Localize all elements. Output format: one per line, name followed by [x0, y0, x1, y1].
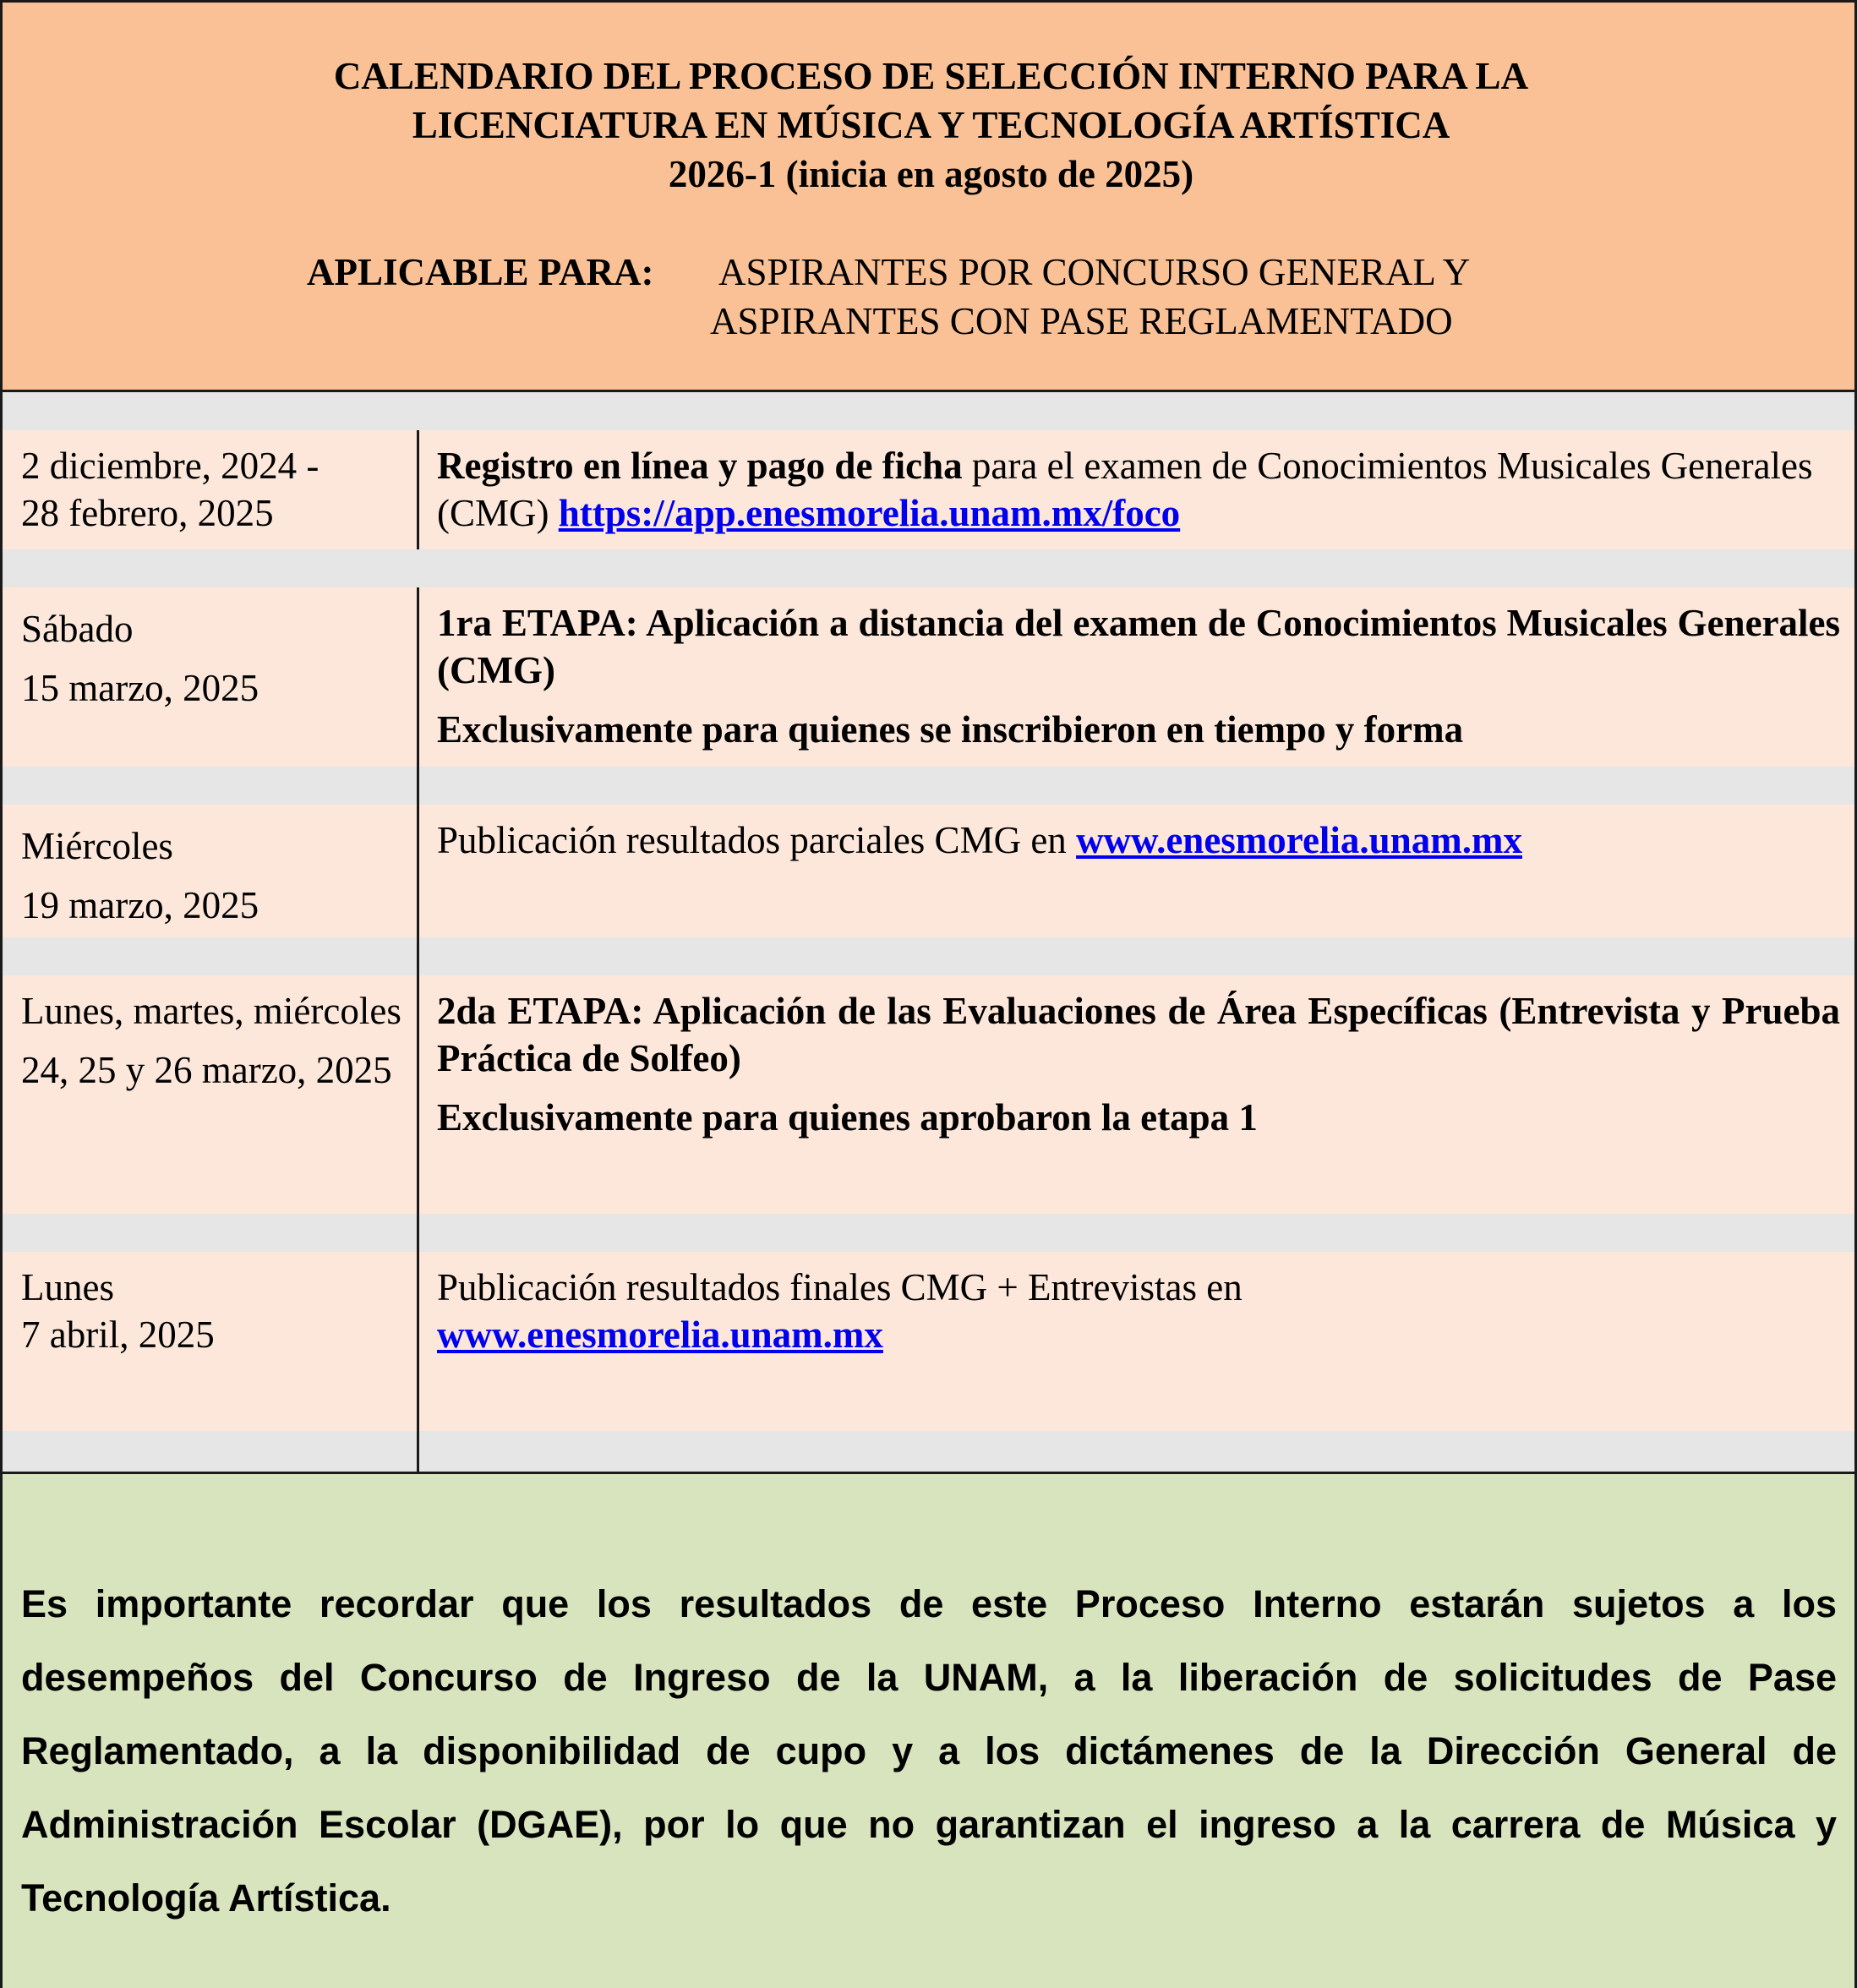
spacer-row: [0, 1431, 1857, 1474]
spacer-row: [0, 1214, 1857, 1254]
title-line-3: 2026-1 (inicia en agosto de 2025): [668, 153, 1194, 195]
calendar-row-resultados-finales: [0, 1252, 1857, 1434]
description-subtitle: Exclusivamente para quienes aprobaron la etapa 1: [437, 1096, 1258, 1139]
aplicable-block: [307, 248, 1471, 342]
spacer-row: [0, 937, 1857, 978]
title-line-2: LICENCIATURA EN MÚSICA Y TECNOLOGÍA ARTÍSTICA: [412, 104, 1450, 146]
description-cell: [437, 816, 1840, 864]
aplicable-value-2: ASPIRANTES CON PASE REGLAMENTADO: [710, 300, 1453, 342]
spacer-row: [0, 549, 1857, 590]
calendar-row-etapa-2: [0, 975, 1857, 1216]
description-bold: Registro en línea y pago de ficha: [437, 445, 963, 487]
spacer-row: [0, 392, 1857, 433]
description-text: para el examen de Conocimientos Musicales Generales (CMG): [437, 445, 1813, 534]
date-line-1: Lunes: [21, 1266, 114, 1308]
enes-link[interactable]: www.enesmorelia.unam.mx: [1076, 819, 1522, 861]
important-note: [0, 1474, 1857, 1988]
date-line-2: 15 marzo, 2025: [21, 667, 259, 709]
aplicable-value-1: ASPIRANTES POR CONCURSO GENERAL Y: [718, 251, 1471, 293]
date-cell: [21, 987, 410, 1094]
description-subtitle: Exclusivamente para quienes se inscribieron en tiempo y forma: [437, 708, 1464, 751]
enes-link[interactable]: www.enesmorelia.unam.mx: [437, 1314, 883, 1356]
foco-link[interactable]: https://app.enesmorelia.unam.mx/foco: [558, 492, 1181, 534]
aplicable-label: APLICABLE PARA:: [307, 251, 654, 293]
date-cell: [21, 816, 410, 935]
page-title: [3, 52, 1857, 199]
description-cell: [437, 987, 1840, 1141]
date-line-2: 28 febrero, 2025: [21, 492, 274, 534]
description-bold: 2da ETAPA: Aplicación de las Evaluaciones de Área Específicas (Entrevista y Prueba Práctica de Solfeo): [437, 990, 1840, 1079]
date-line-1: Miércoles: [21, 825, 173, 867]
calendar-header: [0, 0, 1857, 392]
calendar-row-registro: [0, 430, 1857, 552]
description-text: Publicación resultados finales CMG + Entrevistas en: [437, 1266, 1243, 1308]
description-text: Publicación resultados parciales CMG en: [437, 819, 1077, 861]
description-bold: 1ra ETAPA: Aplicación a distancia del examen de Conocimientos Musicales Generales (CMG): [437, 602, 1840, 691]
date-line-2: 19 marzo, 2025: [21, 884, 259, 926]
description-cell: [437, 442, 1840, 537]
description-cell: [437, 1264, 1840, 1358]
date-line-1: Lunes, martes, miércoles: [21, 990, 401, 1032]
date-line-1: Sábado: [21, 608, 134, 650]
calendar-row-resultados-parciales: [0, 805, 1857, 940]
date-cell: [21, 442, 410, 537]
description-cell: [437, 599, 1840, 753]
note-text: Es importante recordar que los resultados de este Proceso Interno estarán sujetos a los desempeños del Concurso de Ingreso de la UNAM, a la liberación de solicitudes de Pase Reglamentado, a la disponibilidad de cupo y a los dictámenes de la Dirección General de Administración Escolar (DGAE), por lo que no garantizan el ingreso a la carrera de Música y Tecnología Artística.: [21, 1582, 1837, 1920]
date-line-2: 7 abril, 2025: [21, 1314, 215, 1356]
date-cell: [21, 1264, 410, 1358]
date-line-1: 2 diciembre, 2024 -: [21, 445, 320, 487]
spacer-row: [0, 767, 1857, 807]
date-line-2: 24, 25 y 26 marzo, 2025: [21, 1049, 392, 1091]
date-cell: [21, 599, 410, 718]
calendar-row-etapa-1: [0, 587, 1857, 769]
title-line-1: CALENDARIO DEL PROCESO DE SELECCIÓN INTERNO PARA LA: [333, 55, 1529, 97]
